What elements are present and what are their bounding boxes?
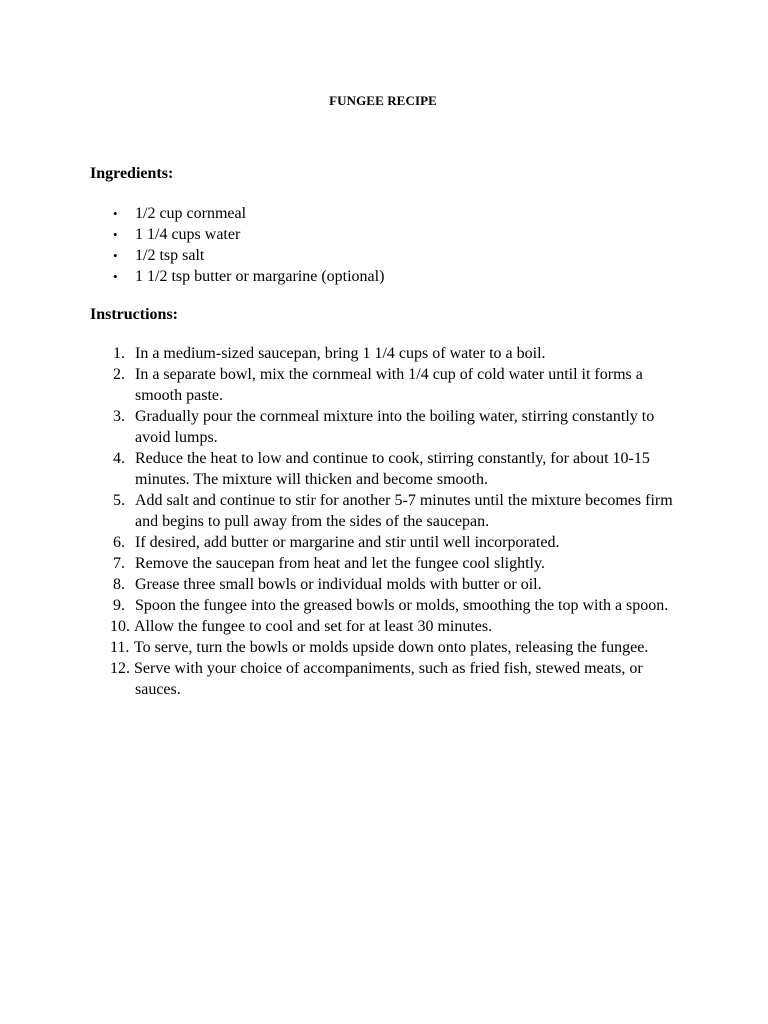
ingredient-item: [90, 203, 384, 224]
instruction-step: [90, 553, 690, 574]
bullet-icon: •: [113, 248, 118, 263]
ingredient-text: 1/2 tsp salt: [135, 247, 205, 264]
bullet-icon: •: [113, 206, 118, 221]
ingredient-item: [90, 224, 384, 245]
step-number: 10.: [110, 618, 130, 635]
ingredients-heading: Ingredients:: [90, 165, 174, 182]
ingredient-item: [90, 245, 384, 266]
ingredients-list: [90, 203, 384, 287]
instruction-step: [90, 406, 690, 448]
ingredient-text: 1 1/2 tsp butter or margarine (optional): [135, 268, 385, 285]
step-number: 8.: [113, 576, 125, 593]
instructions-heading: Instructions:: [90, 306, 179, 323]
step-number: 3.: [113, 408, 125, 425]
step-number: 4.: [113, 450, 125, 467]
bullet-icon: •: [113, 269, 118, 284]
instruction-step: [90, 343, 690, 364]
step-text: Reduce the heat to low and continue to cook, stirring constantly, for about 10-15 minutes. The mixture will thicken and become smooth.: [135, 450, 650, 488]
step-text: If desired, add butter or margarine and stir until well incorporated.: [135, 534, 560, 551]
instruction-step: [90, 637, 690, 658]
ingredient-text: 1/2 cup cornmeal: [135, 205, 247, 222]
step-text: Allow the fungee to cool and set for at least 30 minutes.: [134, 618, 493, 635]
instruction-step: [90, 574, 690, 595]
step-text: In a medium-sized saucepan, bring 1 1/4 cups of water to a boil.: [135, 345, 546, 362]
instruction-step: [90, 490, 690, 532]
step-number: 12.: [110, 660, 130, 677]
step-text: Add salt and continue to stir for another 5-7 minutes until the mixture becomes firm and begins to pull away from the sides of the saucepan.: [135, 492, 673, 530]
step-text: Gradually pour the cornmeal mixture into the boiling water, stirring constantly to avoid lumps.: [135, 408, 655, 446]
step-number: 9.: [113, 597, 125, 614]
step-number: 2.: [113, 366, 125, 383]
document-title: FUNGEE RECIPE: [329, 93, 437, 108]
step-text: To serve, turn the bowls or molds upside down onto plates, releasing the fungee.: [134, 639, 649, 656]
instruction-step: [90, 616, 690, 637]
ingredient-item: [90, 266, 384, 287]
step-number: 6.: [113, 534, 125, 551]
instruction-step: [90, 595, 690, 616]
step-number: 11.: [110, 639, 130, 656]
step-text: Serve with your choice of accompaniments, such as fried fish, stewed meats, or sauces.: [134, 660, 643, 698]
instruction-step: [90, 364, 690, 406]
step-text: Remove the saucepan from heat and let the fungee cool slightly.: [135, 555, 545, 572]
instruction-step: [90, 658, 690, 700]
step-text: Grease three small bowls or individual molds with butter or oil.: [135, 576, 542, 593]
step-text: Spoon the fungee into the greased bowls or molds, smoothing the top with a spoon.: [135, 597, 669, 614]
instruction-step: [90, 448, 690, 490]
instruction-step: [90, 532, 690, 553]
step-number: 7.: [113, 555, 125, 572]
ingredient-text: 1 1/4 cups water: [135, 226, 241, 243]
instructions-list: [90, 343, 690, 700]
bullet-icon: •: [113, 227, 118, 242]
step-number: 5.: [113, 492, 125, 509]
step-number: 1.: [113, 345, 125, 362]
step-text: In a separate bowl, mix the cornmeal with 1/4 cup of cold water until it forms a smooth paste.: [135, 366, 643, 404]
